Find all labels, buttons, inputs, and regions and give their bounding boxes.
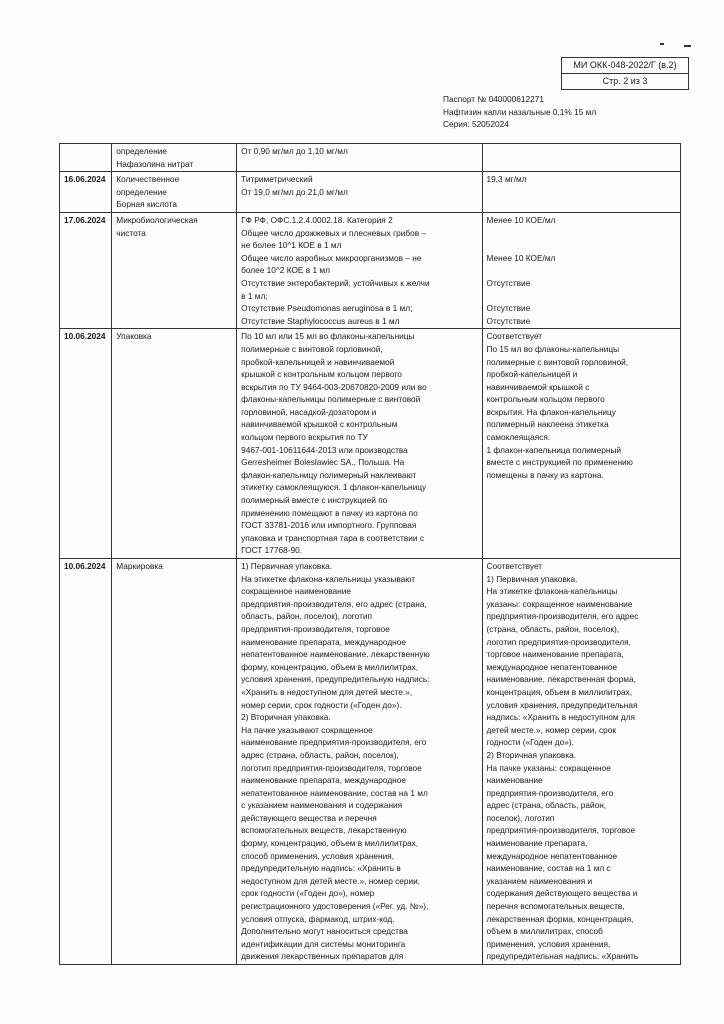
cell-test-name: [112, 329, 237, 559]
cell-line: чистота: [116, 227, 146, 238]
cell-line: крышкой с контрольным кольцом первого: [241, 369, 402, 380]
cell-line: с указанием наименования и содержания: [241, 800, 403, 811]
cell-line: навинчиваемой крышкой с: [486, 381, 590, 392]
cell-line: Менее 10 КОЕ/мл: [486, 214, 556, 225]
table-row: [60, 212, 681, 328]
cell-requirement: [237, 329, 482, 559]
cell-line: наименование, лекарственная форма,: [486, 674, 636, 685]
cell-line: детей месте.», номер серии, срок: [486, 724, 616, 735]
cell-line: упаковка и транспортная тара в соответствии с: [241, 532, 424, 543]
cell-line: область, район, поселок), логотип: [241, 611, 373, 622]
cell-line: логотип предприятия-производителя, торговое: [241, 762, 422, 773]
cell-line: идентификации для системы мониторинга: [241, 938, 406, 949]
cell-line: 1 флакон-капельница полимерный: [486, 444, 622, 455]
table-row: [60, 559, 681, 965]
cell-line: торговое наименование препарата,: [486, 649, 624, 660]
cell-requirement: [237, 212, 482, 328]
cell-line: наименование: [486, 775, 543, 786]
cell-line: «Хранить в недоступном для детей месте.»,: [241, 686, 413, 697]
cell-date: [60, 559, 112, 965]
cell-line: международное непатентованное: [486, 850, 618, 861]
cell-line: (страна, область, район, поселок),: [486, 623, 620, 634]
cell-line: годности («Годен до»).: [486, 737, 574, 748]
cell-line: Нафазолина нитрат: [116, 158, 194, 169]
cell-line: ГФ РФ, ОФС.1.2.4.0002.18. Категория 2: [241, 214, 393, 225]
cell-line: флаконы-капельницы полимерные с винтовой: [241, 394, 421, 405]
cell-line: На этикетке флакона-капельницы: [486, 586, 618, 597]
cell-line: [487, 290, 676, 303]
cell-line: форму, концентрацию, объем в миллилитрах,: [241, 661, 419, 672]
cell-line: Общее число дрожжевых и плесневых грибов –: [241, 227, 427, 238]
cell-line: Отсутствие: [486, 315, 531, 326]
cell-line: адрес (страна, область, район,: [486, 800, 607, 811]
cell-result: [482, 559, 680, 965]
cell-line: самоклеящаяся.: [486, 432, 551, 443]
cell-line: Упаковка: [116, 331, 152, 342]
scan-mark: [660, 43, 664, 45]
cell-line: определение: [116, 146, 167, 156]
cell-line: Микробиологическая: [116, 214, 198, 225]
cell-requirement: [237, 559, 482, 965]
cell-line: в 1 мл;: [241, 290, 268, 301]
cell-line: горловиной, насадкой-дозатором и: [241, 406, 377, 417]
table-row: [60, 144, 681, 172]
cell-line: регистрационного удостоверения («Рег. уд. №»),: [241, 901, 429, 912]
cell-line: наименование препарата, международное: [241, 636, 406, 647]
cell-line: навинчиваемой крышкой с контрольным: [241, 419, 398, 430]
cell-line: вспомогательных веществ, лекарственную: [241, 825, 407, 836]
cell-text: 10.06.2024: [64, 561, 106, 571]
cell-line: Соответствует: [486, 331, 543, 342]
cell-line: Титриметрический: [241, 174, 313, 185]
cell-line: предприятия-производителя, торговое: [486, 825, 636, 836]
cell-line: кольцом первого вскрытия по ТУ: [241, 432, 368, 443]
cell-result: [482, 144, 680, 172]
cell-line: пробкой-капельницей и: [486, 369, 578, 380]
cell-line: условия отпуска, фармакод, штрих-код.: [241, 913, 395, 924]
cell-line: номер серии, срок годности («Годен до»).: [241, 699, 402, 710]
cell-line: полимерные с винтовой горловиной,: [486, 356, 629, 367]
cell-line: От 19,0 мг/мл до 21,0 мг/мл: [241, 186, 348, 197]
cell-line: Дополнительно могут наноситься средства: [241, 926, 408, 937]
cell-line: логотип предприятия-производителя,: [486, 636, 631, 647]
cell-line: 1) Первичная упаковка.: [486, 573, 578, 584]
cell-line: непатентованное наименование, лекарственную: [241, 649, 430, 660]
cell-line: условия хранения, предупредительную надпись:: [241, 674, 430, 685]
cell-line: По 15 мл во флаконы-капельницы: [486, 343, 620, 354]
cell-line: полимерный наклеена этикетка: [486, 419, 609, 430]
series-number: Серия: 52052024: [443, 119, 509, 129]
cell-line: предприятия-производителя, его: [486, 787, 614, 798]
cell-line: содержания действующего вещества и: [486, 888, 638, 899]
cell-line: адрес (страна, область, район, поселок),: [241, 749, 399, 760]
cell-line: поселок), логотип: [486, 812, 555, 823]
cell-text: 10.06.2024: [64, 331, 106, 342]
cell-line: пробкой-капельницей и навинчиваемой: [241, 356, 395, 367]
cell-line: На этикетке флакона-капельницы указывают: [241, 573, 416, 584]
cell-date: [60, 329, 112, 559]
cell-line: надпись: «Хранить в недоступном для: [486, 712, 636, 723]
cell-result: [482, 212, 680, 328]
cell-line: форму, концентрацию, объем в миллилитрах,: [241, 838, 419, 849]
cell-line: указаны: сокращенное наименование: [486, 598, 633, 609]
cell-line: помещены в пачку из картона.: [486, 469, 604, 480]
cell-requirement: [237, 144, 482, 172]
cell-line: полимерный вместе с инструкцией по: [241, 495, 388, 506]
cell-line: действующего вещества и перечня: [241, 812, 377, 823]
table-row: [60, 172, 681, 213]
cell-line: наименование, состав на 1 мл с: [486, 863, 611, 874]
cell-line: 2) Вторичная упаковка.: [486, 749, 577, 760]
cell-line: [487, 264, 676, 277]
cell-line: движения лекарственных препаратов для: [241, 951, 404, 962]
cell-test-name: [112, 212, 237, 328]
cell-date: [60, 144, 112, 172]
cell-line: [487, 227, 676, 240]
cell-line: От 0,90 мг/мл до 1,10 мг/мл: [241, 146, 348, 156]
scan-mark: [684, 45, 691, 47]
cell-line: предприятия-производителя, торговое: [241, 623, 390, 634]
cell-test-name: [112, 144, 237, 172]
cell-line: На пачке указаны: сокращенное: [486, 762, 611, 773]
cell-line: применению помещают в пачку из картона по: [241, 507, 418, 518]
cell-line: Борная кислота: [116, 199, 178, 210]
cell-line: наименование препарата,: [486, 838, 588, 849]
cell-line: сокращенное наименование: [241, 586, 351, 597]
passport-block: [443, 93, 596, 131]
cell-line: 1) Первичная упаковка.: [241, 561, 333, 571]
cell-date: [60, 212, 112, 328]
cell-line: лекарственная форма, концентрация,: [486, 913, 634, 924]
cell-line: предупредительную надпись: «Хранить в: [241, 863, 401, 874]
cell-line: более 10^2 КОЕ в 1 мл: [241, 265, 330, 276]
cell-line: срок годности («Годен до»), номер: [241, 888, 375, 899]
cell-line: наименование предприятия-производителя, его: [241, 737, 427, 748]
cell-line: Количественное: [116, 174, 180, 185]
cell-line: Соответствует: [486, 561, 543, 571]
cell-line: ГОСТ 33781-2016 или импортного. Групповая: [241, 520, 417, 531]
cell-line: не более 10^1 КОЕ в 1 мл: [241, 240, 342, 251]
cell-text: 16.06.2024: [64, 174, 106, 185]
cell-line: 19,3 мг/мл: [486, 174, 527, 185]
cell-line: объем в миллилитрах, способ: [486, 926, 603, 937]
cell-line: Маркировка: [116, 561, 163, 571]
cell-line: вскрытия. На флакон-капельницу: [486, 406, 616, 417]
cell-line: флакон-капельницу полимерный наклеивают: [241, 469, 417, 480]
cell-requirement: [237, 172, 482, 213]
cell-line: полимерные с винтовой горловиной,: [241, 343, 383, 354]
cell-line: этикетку самоклеящуюся. 1 флакон-капельницу: [241, 482, 427, 493]
cell-line: перечня вспомогательных веществ,: [486, 901, 625, 912]
cell-line: Общее число аэробных микроорганизмов – не: [241, 252, 422, 263]
cell-line: способ применения, условия хранения,: [241, 850, 395, 861]
cell-line: По 10 мл или 15 мл во флаконы-капельницы: [241, 331, 415, 342]
cell-text: 17.06.2024: [64, 214, 106, 225]
cell-date: [60, 172, 112, 213]
test-results-table: [59, 143, 681, 965]
cell-line: Отсутствие энтеробактерий, устойчивых к желчи: [241, 277, 430, 288]
cell-line: предприятия-производителя, его адрес (страна,: [241, 598, 427, 609]
cell-result: [482, 329, 680, 559]
cell-line: 2) Вторичная упаковка.: [241, 712, 331, 723]
cell-line: Менее 10 КОЕ/мл: [486, 252, 556, 263]
product-name: Нафтизин капли назальные 0,1% 15 мл: [443, 106, 597, 117]
cell-line: вскрытия по ТУ 9464-003-20670820-2009 или во: [241, 381, 427, 392]
cell-line: 9467-001-10611644-2013 или производства: [241, 444, 408, 455]
passport-number: Паспорт № 040000612271: [443, 94, 544, 104]
cell-line: указанием наименования и: [486, 875, 593, 886]
cell-line: Gerresheimer Boleslawiec SA., Польша. На: [241, 457, 405, 468]
cell-line: условия хранения, предупредительная: [486, 699, 638, 710]
cell-line: недоступном для детей месте.», номер серии,: [241, 875, 421, 886]
cell-line: [487, 239, 676, 252]
cell-line: вместе с инструкцией по применению: [486, 457, 633, 468]
cell-test-name: [112, 172, 237, 213]
cell-line: определение: [116, 186, 167, 197]
cell-line: На пачке указывают сокращенное: [241, 724, 373, 735]
cell-line: применения, условия хранения,: [486, 938, 611, 949]
cell-result: [482, 172, 680, 213]
document-id-box: [561, 57, 689, 90]
cell-test-name: [112, 559, 237, 965]
cell-line: Отсутствие Staphylococcus aureus в 1 мл: [241, 315, 400, 326]
cell-line: предупредительная надпись: «Хранить: [486, 951, 639, 962]
cell-line: Отсутствие: [486, 303, 531, 314]
document-code: МИ ОКК-048-2022/Г (в.2): [562, 58, 688, 74]
cell-line: предприятия-производителя, его адрес: [486, 611, 639, 622]
page-number: Стр. 2 из 3: [602, 76, 648, 86]
cell-line: международное непатентованное: [486, 661, 618, 672]
cell-line: контрольным кольцом первого: [486, 394, 605, 405]
table-row: [60, 329, 681, 559]
cell-line: концентрация, объем в миллилитрах,: [486, 686, 633, 697]
cell-line: наименование препарата, международное: [241, 775, 406, 786]
cell-line: Отсутствие Pseudomonas aeruginosa в 1 мл;: [241, 303, 413, 314]
cell-line: Отсутствие: [486, 277, 531, 288]
cell-line: непатентованное наименование, состав на 1 мл: [241, 787, 428, 798]
cell-line: ГОСТ 17768-90.: [241, 545, 303, 556]
